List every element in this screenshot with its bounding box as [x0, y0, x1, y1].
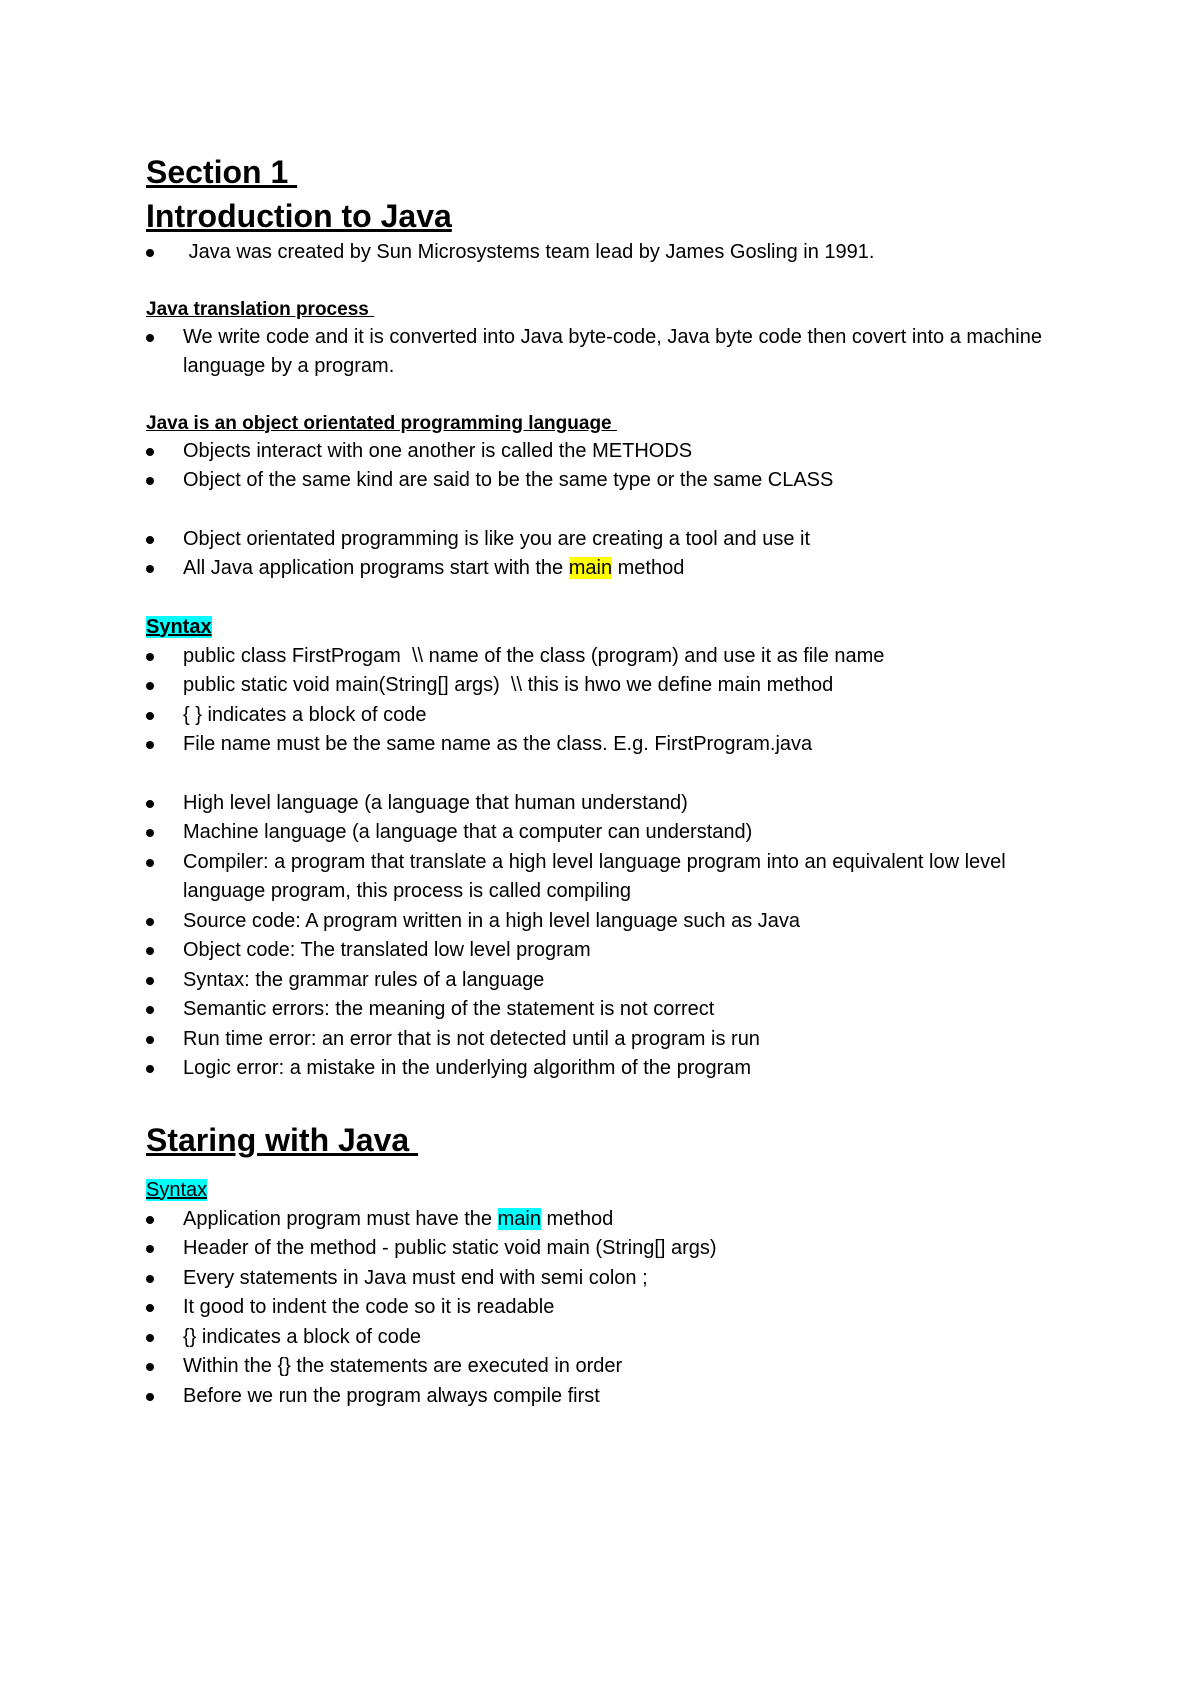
list-item: Machine language (a language that a computer can understand)	[146, 818, 1066, 848]
bullet-icon	[146, 249, 154, 257]
list-item: All Java application programs start with the main method	[146, 554, 1066, 584]
bullet-icon	[146, 536, 154, 544]
section2-title: Staring with Java	[146, 1121, 419, 1158]
bullet-icon	[146, 682, 154, 690]
main-highlight: main	[497, 1207, 541, 1230]
list-item: Java was created by Sun Microsystems team lead by James Gosling in 1991.	[146, 238, 1066, 268]
bullet-icon	[146, 741, 154, 749]
bullet-icon	[146, 565, 154, 573]
list-item: File name must be the same name as the class. E.g. FirstProgram.java	[146, 730, 1066, 760]
main-highlight: main	[568, 557, 613, 579]
section2-list	[146, 1205, 1066, 1412]
list-item: Object of the same kind are said to be the same type or the same CLASS	[146, 466, 1066, 496]
bullet-icon	[146, 829, 154, 837]
list-item: It good to indent the code so it is readable	[146, 1293, 1066, 1323]
oop-heading: Java is an object orientated programming language	[146, 412, 617, 434]
oop-list-b	[146, 525, 1066, 584]
bullet-icon	[146, 947, 154, 955]
section-label: Section 1	[146, 154, 298, 190]
section-title: Introduction to Java	[146, 198, 452, 234]
syntax-heading: Syntax	[146, 615, 212, 638]
bullet-icon	[146, 918, 154, 926]
bullet-icon	[146, 859, 154, 867]
list-item: {} indicates a block of code	[146, 1323, 1066, 1353]
bullet-icon	[146, 1216, 154, 1224]
list-item: { } indicates a block of code	[146, 701, 1066, 731]
bullet-icon	[146, 1275, 154, 1283]
list-item: Logic error: a mistake in the underlying algorithm of the program	[146, 1054, 1066, 1084]
bullet-icon	[146, 1245, 154, 1253]
list-item: Semantic errors: the meaning of the statement is not correct	[146, 995, 1066, 1025]
syntax-list	[146, 642, 1066, 760]
list-item: Run time error: an error that is not detected until a program is run	[146, 1025, 1066, 1055]
list-item: public class FirstProgam \\ name of the class (program) and use it as file name	[146, 642, 1066, 672]
list-item: We write code and it is converted into Java byte-code, Java byte code then covert into a machine language by a program.	[146, 323, 1066, 382]
bullet-icon	[146, 653, 154, 661]
bullet-icon	[146, 977, 154, 985]
syntax-heading-2: Syntax	[146, 1178, 208, 1201]
bullet-icon	[146, 1363, 154, 1371]
list-item: Every statements in Java must end with semi colon ;	[146, 1264, 1066, 1294]
bullet-icon	[146, 712, 154, 720]
list-item: Object orientated programming is like you are creating a tool and use it	[146, 525, 1066, 555]
document-page	[146, 150, 1066, 1411]
oop-list-a	[146, 437, 1066, 496]
bullet-icon	[146, 1334, 154, 1342]
bullet-icon	[146, 1065, 154, 1073]
bullet-icon	[146, 448, 154, 456]
translation-heading: Java translation process	[146, 298, 375, 320]
bullet-icon	[146, 1006, 154, 1014]
list-item: Source code: A program written in a high level language such as Java	[146, 907, 1066, 937]
bullet-icon	[146, 1036, 154, 1044]
list-item: Object code: The translated low level program	[146, 936, 1066, 966]
list-item: Syntax: the grammar rules of a language	[146, 966, 1066, 996]
list-item: High level language (a language that human understand)	[146, 789, 1066, 819]
list-item: Within the {} the statements are executed in order	[146, 1352, 1066, 1382]
list-item: Before we run the program always compile first	[146, 1382, 1066, 1412]
list-item: Objects interact with one another is called the METHODS	[146, 437, 1066, 467]
terms-list	[146, 789, 1066, 1084]
list-item: Application program must have the main method	[146, 1205, 1066, 1235]
intro-list	[146, 238, 1066, 268]
bullet-icon	[146, 1304, 154, 1312]
translation-list	[146, 323, 1066, 382]
list-item: Header of the method - public static void main (String[] args)	[146, 1234, 1066, 1264]
list-item: public static void main(String[] args) \\ this is hwo we define main method	[146, 671, 1066, 701]
bullet-icon	[146, 477, 154, 485]
bullet-icon	[146, 334, 154, 342]
bullet-icon	[146, 1393, 154, 1401]
bullet-icon	[146, 800, 154, 808]
list-item: Compiler: a program that translate a high level language program into an equivalent low level language program, this process is called compiling	[146, 848, 1066, 907]
